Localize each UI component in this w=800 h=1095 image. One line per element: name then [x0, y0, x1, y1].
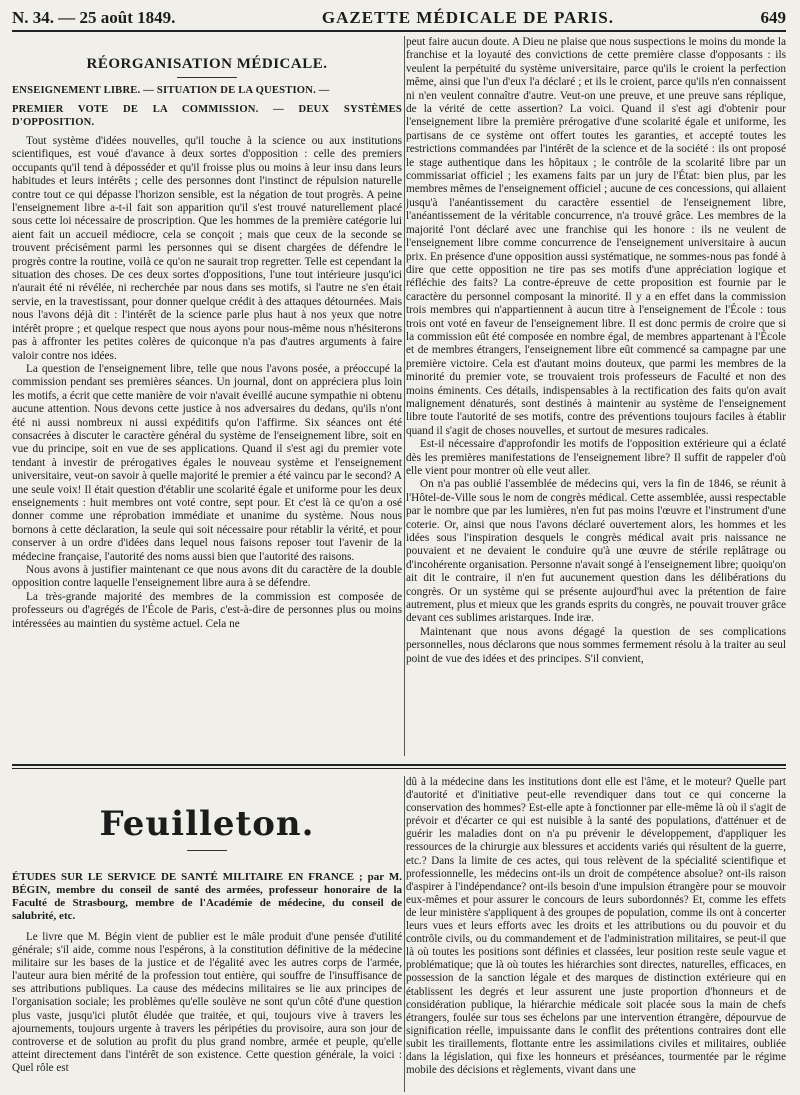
paragraph: Nous avons à justifier maintenant ce que nous avons dit du caractère de la double opposition contre laquelle l'enseignement libre aura à se défendre.	[12, 564, 402, 590]
feuilleton-left-column	[12, 776, 402, 1092]
article-title: RÉORGANISATION MÉDICALE.	[86, 56, 328, 72]
section-divider-thin	[12, 768, 786, 769]
title-rule	[177, 77, 237, 78]
article-subhead-1: ENSEIGNEMENT LIBRE. — SITUATION DE LA QUESTION. —	[12, 85, 330, 96]
article-subhead-2: PREMIER VOTE DE LA COMMISSION. — DEUX SYSTÈMES D'OPPOSITION.	[12, 104, 402, 128]
feuilleton-rule	[187, 850, 227, 851]
feuilleton-section	[12, 776, 786, 1092]
paragraph: Est-il nécessaire d'approfondir les motifs de l'opposition extérieure qui a éclaté dès les premières manifestations de l'enseignement libre? Il suffit de rappeler d'où elle vient pour montrer où elle veut aller.	[406, 438, 786, 477]
left-column	[12, 36, 402, 756]
paragraph: La très-grande majorité des membres de la commission est composée de professeurs ou d'agrégés de l'École de Paris, c'est-à-dire de personnes plus ou moins intéressées au maintien du système actuel. Cela ne	[12, 590, 402, 630]
review-label: ÉTUDES SUR LE SERVICE DE SANTÉ MILITAIRE EN FRANCE ;	[12, 871, 363, 883]
issue-number: N. 34. — 25 août 1849.	[12, 8, 176, 27]
paragraph: La question de l'enseignement libre, telle que nous l'avons posée, a préoccupé la commission pendant ses premières séances. Un journal, dont on appréciera plus loin les motifs, a écrit que cette manière de voir n'avait éveillé aucune sympathie ni obtenu aucune attention. Nous devons cette justice à nos adversaires du dedans, qu'ils n'ont été ni aussi nombreux ni aussi expéditifs qu'on l'affirme. Six séances ont été consacrées à discuter le caractère général du système de l'enseignement libre, soit en vue du principe, soit en vue de ses applications. Quand il s'est agi du premier vote tendant à investir de prérogatives égales le nouveau système et l'enseignement universitaire, veut-on savoir à quelle majorité le premier a été vaincu par le second? A une seule voix! Il était question d'établir une scolarité égale et uniforme pour les deux enseignements : huit membres ont voté contre, sept pour. Et c'est là ce qu'on a osé donner comme une réprobation immédiate et unanime du système. Nous nous bornons à cette déclaration, la seule qui soit nécessaire pour rétablir la vérité, et pour conserver à un ordre d'idées dans lequel nous faisons reposer tout l'avenir de la médecine française, l'autorité des noms aussi bien que l'autorité des raisons.	[12, 362, 402, 563]
paragraph: peut faire aucun doute. A Dieu ne plaise que nous suspections le moins du monde la franchise et la loyauté des convictions de cette première classe d'opposants : ils veulent la perpétuité du système universitaire, parce qu'ils le croient la perfection même, ainsi que l'un d'eux l'a déclaré ; et ils le croient, parce qu'ils n'en connaissent ni n'en veulent connaître d'autre. Veut-on une preuve, et une preuve sans réplique, de la vérité de cette assertion? La voici. Quand il s'est agi d'obtenir pour l'enseignement libre la première prérogative d'une scolarité égale et uniforme, les partisans de ce système ont offert toutes les garanties, et accepté toutes les restrictions commandées par l'intérêt de la science et de la société : ils ont proposé le stage authentique dans les hôpitaux ; le contrôle de la scolarité libre par un commissariat officiel ; les examens faits par un jury de l'État: bien plus, par les membres mêmes de l'enseignement officiel ; aucune de ces concessions, qui allaient jusqu'à l'anéantissement du caractère essentiel de l'enseignement libre, l'anéantissement de la véritable concurrence, n'a trouvé grâce. Les membres de la majorité l'ont déclaré avec une franchise qui les honore : ils ne veulent de l'enseignement libre comme concurrence de l'enseignement universitaire à aucun prix. En présence d'une opposition aussi systématique, ne sommes-nous pas fondé à dire que cette opposition ne tire pas ses motifs d'une appréciation logique et réfléchie des faits? La contre-épreuve de cette proposition est fournie par le caractère du personnel composant la minorité. Il y a en effet dans la commission trois membres qui n'appartiennent à aucun titre à l'enseignement de l'École : tous trois ont voté en faveur de l'enseignement libre. Il est donc permis de croire que si la commission eût été composée en nombre égal, de membres appartenant à l'École et de membres étrangers, l'enseignement libre eût commencé sa campagne par une première victoire. Cela est d'autant moins douteux, que parmi les membres de la minorité du premier vote, se trouvaient trois professeurs de Faculté et non des moins éminents. Ces détails, indispensables à la rectification des faits qu'on avait malignement dénaturés, sont destinés à maintenir au système de l'enseignement libre toute l'autorité de ses motifs, contre des préventions toujours faciles à établir quand il s'agit de choses nouvelles, et surtout de mesures radicales.	[406, 36, 786, 437]
page-header	[12, 8, 786, 32]
paragraph: Maintenant que nous avons dégagé la question de ses complications personnelles, nous déclarons que nous sommes fermement résolu à la traiter au seul point de vue des idées et des principes. S'il convient,	[406, 625, 786, 665]
review-heading	[12, 871, 402, 923]
column-divider	[404, 36, 405, 756]
feuilleton-right-column	[406, 776, 786, 1092]
article-section	[12, 36, 786, 756]
column-divider	[404, 776, 405, 1092]
feuilleton-title: Feuilleton.	[99, 804, 315, 844]
left-column-text	[12, 135, 402, 631]
right-column-text	[406, 36, 786, 666]
feuilleton-right-text	[406, 776, 786, 1077]
paragraph: dû à la médecine dans les institutions dont elle est l'âme, et le moteur? Quelle part d'autorité et d'initiative peut-elle revendiquer dans tout ce qui concerne la conservation des hommes? Est-elle apte à fonctionner par elle-même là où il s'agit de prévoir et d'écarter ce qui est nuisible à la santé des populations, d'atténuer et de guérir les maladies dont on n'a pu prévenir le développement, d'appliquer les ressources de la chirurgie aux blessures et accidents variés qui résultent de la guerre, etc.? Dans la limite de ces actes, qui tous relèvent de la spécialité scientifique et professionnelle, les médecins ont-ils un droit de compétence absolue? ont-ils raison d'aspirer à l'indépendance? ont-ils besoin d'une impulsion étrangère pour se mouvoir eux-mêmes et pour assurer le concours de leurs subordonnés? Et, comme les effets de leur ministère s'appliquent à des groupes de population, comme ils ont à concerter leurs vues et leurs efforts avec les droits et les attributions ou du pouvoir et du contrôle civils, ou du commandement et de l'administration militaires, se peut-il que là où toutes les positions sont définies et classées, leur position reste seule vague et problématique; que là où toutes les hiérarchies sont directes, naturelles, efficaces, en possession de la sanction légale et des marques de distinction extérieure qui en établissent les degrés et leur assurent une juste proportion d'honneurs et de considération publique, la hiérarchie médicale soit placée sous la main de chefs étrangers, foulée sur tous ses échelons par une intervention étrangère, dépourvue de signification réelle, impuissante dans le conflit des prétentions contraires dont elle subit les tiraillements, flottante entre les assimilations civiles et militaires, oubliée dans la législation, qui fixe les honneurs et préséances, tourmentée par le régime mobile des décisions et règlements, vivant dans une	[406, 776, 786, 1077]
paragraph: Le livre que M. Bégin vient de publier est le mâle produit d'une pensée d'utilité générale; s'il aide, comme nous l'espérons, à la constitution définitive de la médecine militaire sur les bases de la justice et de l'égalité avec les autres corps de l'armée, l'auteur aura bien mérité de la profession tout entière, qui souffre de l'insuffisance de ses attributions publiques. La cause des médecins militaires se lie aux principes de l'organisation sociale; les problèmes qu'elle soulève ne sont qu'un côté d'une question plus vaste, jusqu'ici plutôt éludée que traitée, et qui, toujours vive à travers les ajournements, toujours urgente à travers les péripéties du provisoire, aura son jour de controverse et de solution au profit du plus grand nombre, armée et peuple, qu'elle atteint directement dans l'intérêt de son existence. Cette question générale, la voici : Quel rôle est	[12, 931, 402, 1074]
right-column	[406, 36, 786, 756]
feuilleton-left-text	[12, 931, 402, 1075]
page-number: 649	[760, 8, 786, 27]
section-divider	[12, 764, 786, 766]
paragraph: On n'a pas oublié l'assemblée de médecins qui, vers la fin de 1846, se réunit à l'Hôtel-de-Ville sous le nom de congrès médical. Cette assemblée, aussi respectable par le nombre que par les lumières, n'en fut pas moins l'œuvre et l'instrument d'une coterie. Or, ainsi que nous l'avons déclaré ouvertement alors, les hommes et les idées sous l'inspiration desquels le congrès médical avait pris naissance ne pouvaient et ne devaient le conduire qu'à une œuvre de stérile replâtrage ou d'incohérente organisation. Personne n'avait songé à l'enseignement libre; quoiqu'on ait dit le contraire, il n'en fut aucunement question dans les délibérations du congrès. Or un système qui se présente aujourd'hui avec la prétention de faire autrement, plus et mieux que les grands esprits du congrès, ne pouvait trouver grâce devant ces sublimes aristarques. Inde iræ.	[406, 478, 786, 625]
review-author: par M. BÉGIN, membre du conseil de santé des armées, professeur honoraire de la Faculté de Strasbourg, membre de l'Académie de médecine, du conseil de salubrité, etc.	[12, 871, 402, 922]
publication-title: GAZETTE MÉDICALE DE PARIS.	[321, 8, 614, 27]
paragraph: Tout système d'idées nouvelles, qu'il touche à la science ou aux institutions scientifiques, est voué d'avance à deux sortes d'opposition : celle des premiers occupants qu'il tend à déposséder et qu'il froisse plus ou moins à leur insu dans leurs habitudes et leurs intérêts ; celle des personnes dont l'instinct de répulsion naturelle contre tout ce qui dépasse l'horizon sensible, est la négation de tout progrès. A peine l'enseignement libre a-t-il fait son apparition qu'il s'est trouvé naturellement placé sous cette loi nécessaire de proscription. Que les hommes de la première catégorie lui aient fait un accueil médiocre, cela se conçoit ; mais que ceux de la seconde se trouvent précisément parmi les personnes qui se disent chargées de défendre le progrès contre la routine, voilà ce qu'on ne saurait trop regretter. Telle est cependant la situation des choses. De ces deux sortes d'oppositions, l'une tout intérieure jusqu'ici n'aurait été ni révélée, ni recherchée par nous dans ses motifs, si l'autre ne s'en était servie, en la travestissant, pour donner quelque crédit à des attaques détournées. Mais nous l'avons déjà dit : l'intérêt de la science parle plus haut à nos yeux que notre intérêt propre ; et quelque respect que nous ayons pour nous-même nous n'hésiterons pas à affronter les petites colères de quiconque n'a pas d'autres arguments à faire valoir contre nos idées.	[12, 135, 402, 362]
